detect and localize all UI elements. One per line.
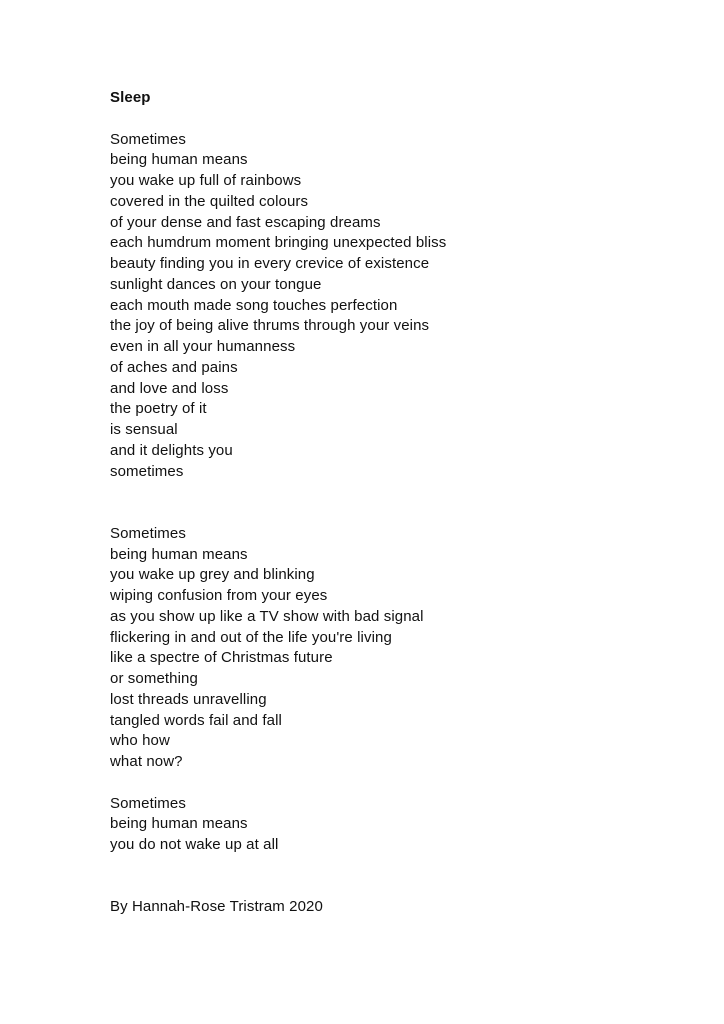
poem-line: and it delights you (110, 441, 233, 459)
poem-line: the poetry of it (110, 400, 207, 418)
poem-line: of aches and pains (110, 358, 238, 376)
poem-line: being human means (110, 815, 248, 833)
poem-byline: By Hannah-Rose Tristram 2020 (110, 898, 323, 916)
poem-line: of your dense and fast escaping dreams (110, 213, 381, 231)
stanza-2 (110, 524, 670, 773)
poem-line: or something (110, 670, 198, 687)
poem-line: the joy of being alive thrums through your veins (110, 317, 430, 335)
poem-line: what now? (110, 753, 183, 770)
poem-line: even in all your humanness (110, 338, 296, 355)
poem-line: lost threads unravelling (110, 690, 267, 708)
poem-line: sunlight dances on your tongue (110, 275, 322, 293)
poem-line: sometimes (110, 462, 184, 480)
spacer (110, 773, 670, 794)
poem-title: Sleep (110, 89, 151, 106)
poem-line: flickering in and out of the life you're living (110, 628, 392, 646)
poem-line: tangled words fail and fall (110, 711, 282, 729)
poem-line: Sometimes (110, 794, 186, 812)
poem-line: is sensual (110, 421, 178, 438)
poem-line: covered in the quilted colours (110, 192, 309, 210)
spacer (110, 109, 670, 130)
poem-line: being human means (110, 545, 248, 563)
poem (110, 88, 670, 918)
spacer (110, 482, 670, 524)
poem-line: you wake up full of rainbows (110, 172, 302, 189)
poem-line: who how (110, 732, 170, 750)
poem-line: each mouth made song touches perfection (110, 296, 398, 314)
poem-line: you do not wake up at all (110, 836, 279, 853)
poem-line: as you show up like a TV show with bad signal (110, 607, 424, 625)
poem-line: and love and loss (110, 379, 229, 397)
poem-line: being human means (110, 151, 248, 169)
spacer (110, 856, 670, 898)
stanza-3 (110, 794, 670, 856)
poem-line: beauty finding you in every crevice of existence (110, 255, 430, 272)
poem-line: Sometimes (110, 130, 186, 148)
stanza-1 (110, 130, 670, 483)
poem-line: you wake up grey and blinking (110, 566, 315, 584)
poem-line: Sometimes (110, 524, 186, 542)
poem-line: like a spectre of Christmas future (110, 649, 333, 667)
poem-line: each humdrum moment bringing unexpected bliss (110, 234, 447, 252)
poem-line: wiping confusion from your eyes (110, 587, 328, 604)
